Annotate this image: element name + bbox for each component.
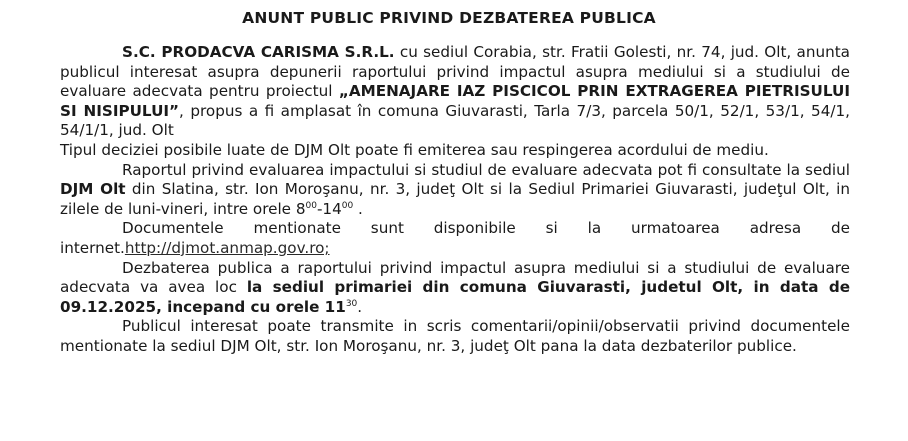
- consultation-text-1: Raportul privind evaluarea impactului si studiul de evaluare adecvata pot fi consultate la sediul: [122, 160, 850, 179]
- paragraph-company: [60, 43, 850, 141]
- debate-hour-minutes: 30: [345, 298, 358, 309]
- paragraph-internet: [60, 219, 850, 258]
- hour-end: -14: [316, 199, 342, 218]
- consultation-office: DJM Olt: [60, 180, 126, 199]
- paragraph-decision: Tipul deciziei posibile luate de DJM Olt poate fi emiterea sau respingerea acordului de mediu.: [60, 140, 769, 159]
- announcement-body: [60, 43, 850, 357]
- paragraph-comments: Publicul interesat poate transmite in scris comentarii/opinii/observatii privind documentele mentionate la sediul DJM Olt, str. Ion Moroşanu, nr. 3, judeţ Olt pana la data dezbaterilor publice.: [60, 317, 850, 355]
- project-name: „AMENAJARE IAZ PISCICOL PRIN EXTRAGEREA PIETRISULUI SI NISIPULUI”: [60, 82, 851, 120]
- company-text-2: , propus a fi amplasat în comuna Giuvarasti, Tarla 7/3, parcela 50/1, 52/1, 53/1, 54/1, 54/1/1, jud. Olt: [60, 101, 850, 140]
- consultation-text-2: din Slatina, str. Ion Moroşanu, nr. 3, judeţ Olt si la Sediul Primariei Giuvarasti, judeţul Olt, in zilele de luni-vineri, intre orele 8: [60, 180, 850, 218]
- debate-end: .: [357, 297, 363, 316]
- internet-text: Documentele mentionate sunt disponibile si la urmatoarea adresa de internet.: [60, 219, 850, 257]
- hour-end-minutes: 00: [341, 200, 354, 211]
- debate-location-date: la sediul primariei din comuna Giuvarasti, judetul Olt, in data de 09.12.2025, incepand cu orele 11: [60, 278, 850, 316]
- page-title: ANUNT PUBLIC PRIVIND DEZBATEREA PUBLICA: [242, 9, 656, 27]
- consultation-end: .: [353, 199, 363, 218]
- website-link[interactable]: http://djmot.anmap.gov.ro;: [124, 238, 330, 257]
- paragraph-debate: [60, 259, 850, 318]
- hour-start-minutes: 00: [305, 200, 317, 211]
- debate-text: Dezbaterea publica a raportului privind impactul asupra mediului si a studiului de evaluare adecvata va avea loc: [60, 258, 850, 297]
- company-text-1: cu sediul Corabia, str. Fratii Golesti, nr. 74, jud. Olt, anunta publicul interesat asupra depunerii raportului privind impactul asupra mediului si a studiului de evaluare adecvata pentru proiectul: [60, 43, 850, 101]
- paragraph-consultation: [60, 161, 850, 220]
- company-name: S.C. PRODACVA CARISMA S.R.L.: [122, 43, 395, 61]
